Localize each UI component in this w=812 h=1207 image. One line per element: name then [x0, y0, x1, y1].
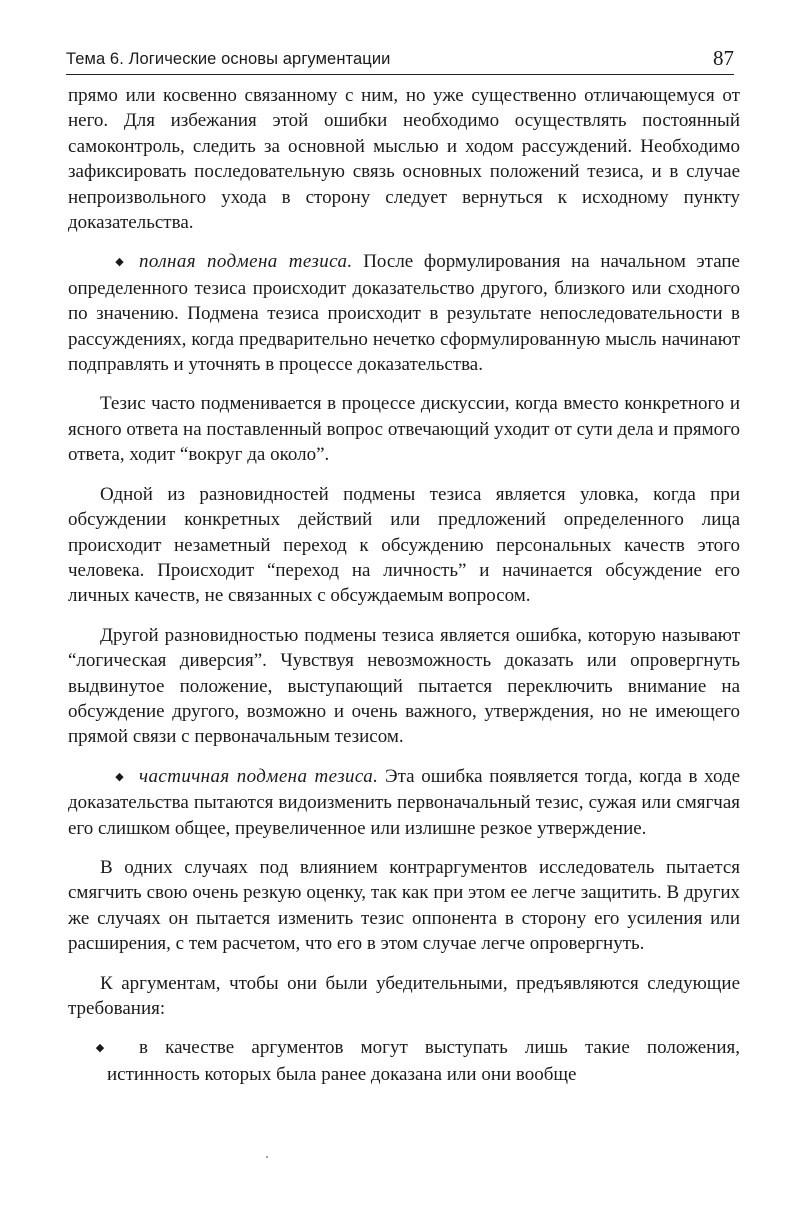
- running-header: [66, 46, 734, 72]
- bullet-text: После формулирования на начальном этапе определенного тезиса происходит доказательство другого, близкого или сходного по значению. Подмена тезиса происходит в результате непоследовательности в рассуждениях, когда предварительно нечетко сформулированную мысль начинают подправлять и уточнять в процессе доказательства.: [68, 251, 740, 376]
- paragraph-continuation: прямо или косвенно связанному с ним, но уже существенно отличающемуся от него. Для избежания этой ошибки необходимо осуществлять постоянный самоконтроль, следить за основной мыслью и ходом рассуждений. Необходимо зафиксировать последовательную связь основных положений тезиса, и в случае непроизвольного ухода в сторону следует вернуться к исходному пункту доказательства.: [68, 85, 740, 234]
- page-body: [68, 83, 740, 1101]
- paragraph: К аргументам, чтобы они были убедительными, предъявляются следующие требования:: [68, 972, 740, 1019]
- term-partial-substitution: частичная подмена тезиса.: [139, 765, 379, 787]
- diamond-bullet-icon: ◆: [115, 770, 124, 783]
- term-full-substitution: полная подмена тезиса.: [139, 251, 353, 273]
- bullet-text: в качестве аргументов могут выступать лишь такие положения, истинность которых была ранее доказана или они вообще: [107, 1037, 740, 1085]
- paragraph: Другой разновидностью подмены тезиса является ошибка, которую называют “логическая диверсия”. Чувствуя невозможность доказать или опровергнуть выдвинутое положение, выступающий пытается переключить внимание на обсуждение другого, возможно и очень важного, утверждения, но не имеющего прямой связи с первоначальным тезисом.: [68, 624, 740, 748]
- scan-speck: [266, 1156, 268, 1158]
- diamond-bullet-icon: ◆: [95, 1042, 105, 1055]
- paragraph: В одних случаях под влиянием контраргументов исследователь пытается смягчить свою очень резкую оценку, так как при этом ее легче защитить. В других же случаях он пытается изменить тезис оппонента в сторону его усиления или расширения, с тем расчетом, что его в этом случае легче опровергнуть.: [68, 856, 740, 955]
- diamond-bullet-icon: ◆: [115, 256, 124, 269]
- header-rule: [66, 74, 734, 75]
- bullet-partial-substitution: [68, 764, 740, 841]
- paragraph: Одной из разновидностей подмены тезиса является уловка, когда при обсуждении конкретных действий или предложений определенного лица происходит незаметный переход к обсуждению персональных качеств этого человека. Происходит “переход на личность” и начинается обсуждение его личных качеств, не связанных с обсуждаемым вопросом.: [68, 483, 740, 607]
- bullet-argument-requirement: [68, 1035, 740, 1087]
- page-number: 87: [713, 46, 734, 70]
- paragraph: Тезис часто подменивается в процессе дискуссии, когда вместо конкретного и ясного ответа на поставленный вопрос отвечающий уходит от сути дела и прямого ответа, ходит “вокруг да около”.: [68, 393, 740, 466]
- bullet-text: Эта ошибка появляется тогда, когда в ходе доказательства пытаются видоизменить первоначальный тезис, сужая или смягчая его слишком общее, преувеличенное или излишне резкое утверждение.: [68, 765, 741, 839]
- running-title: Тема 6. Логические основы аргументации: [66, 50, 391, 68]
- bullet-full-substitution: [68, 249, 740, 377]
